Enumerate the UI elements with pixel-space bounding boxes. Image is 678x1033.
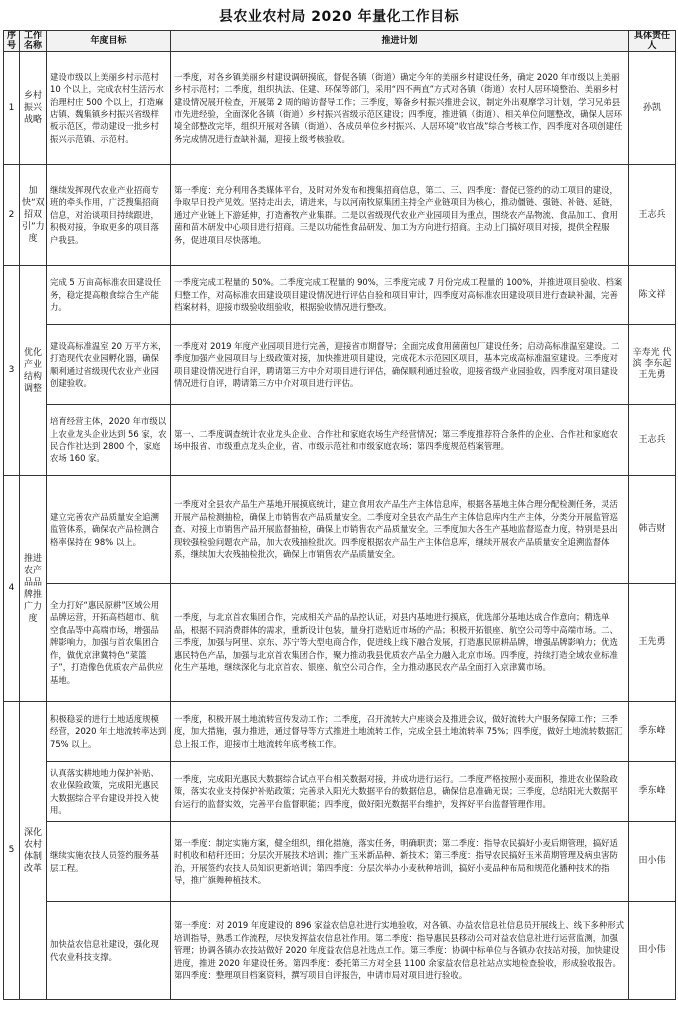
header-plan: 推进计划: [171, 31, 629, 52]
row-seq: 1: [4, 52, 20, 165]
row-responsible: 王志兵: [629, 405, 676, 476]
row-goal: 继续实施农技人员签约服务基层工程。: [47, 822, 171, 902]
row-goal: 积极稳妥的进行土地适度规模经营，2020 年土地流转率达到 75% 以上。: [47, 702, 171, 762]
row-responsible: 孙凯: [629, 52, 676, 165]
table-header-row: [4, 31, 676, 52]
targets-table: [3, 30, 676, 1000]
row-responsible: 王先勇: [629, 584, 676, 702]
row-goal: 建立完善农产品质量安全追溯监管体系，确保农产品检测合格率保持在 98% 以上。: [47, 476, 171, 584]
row-responsible: 季东峰: [629, 702, 676, 762]
table-row: [4, 52, 676, 165]
row-goal: 加快益农信息社建设，强化现代农业科技支撑。: [47, 902, 171, 1000]
row-plan: 一季度，积极开展土地流转宣传发动工作；二季度，召开流转大户座谈会及推进会议，做好流转大户服务保障工作；三季度，加大措施，强力推进，通过督导等方式推进土地流转工作，完成全县土地流转率 75%；四季度，做好土地流转数据汇总上报工作，迎接市土地流转年底考核工作。: [171, 702, 629, 762]
table-row: [4, 266, 676, 325]
header-category: 工作名称: [20, 31, 47, 52]
table-row: [4, 405, 676, 476]
row-plan: 一季度对全县农产品生产基地开展摸底统计，建立食用农产品生产主体信息库，根据各基地主体合理分配检测任务，灵活开展产品检测抽检，确保上市销售农产品质量安全。二季度对全县农产品生产主体信息库内生产主体，分类分开展监管巡查、对接上市销售产品开展监督抽检，确保上市销售农产品质量安全。三季度加大各生产基地监督巡查力度，特别是县出现较强检验问题农产品，加大农残抽检批次。四季度根据农产品生产主体信息库，继续开展农产品质量安全追溯监督体系，继续加大农残抽检批次，确保上市销售农产品质量安全。: [171, 476, 629, 584]
row-seq: 3: [4, 266, 20, 476]
row-seq: 2: [4, 165, 20, 266]
row-plan: 一季度，与北京首农集团合作，完成相关产品的品控认证，对县内基地进行摸底，优选部分基地达成合作意向；精选单品，根据不同消费群体的需求，重新设计包装，量身打造贴近市场的产品；积极开拓银座、航空公司等中高端市场。二、三季度，加强与阿里、京东、苏宁等大型电商合作，促进线上线下融合发展，打造惠民原耕品牌，增强品牌影响力；优选惠民特色产品，加强与北京首农集团合作，聚力推动我县优质农产品全力融入北京市场。四季度，持续打造全域农业标准化生产基地，继续深化与北京首农、银座、航空公司合作，全力推动惠民农产品全面打入京津冀市场。: [171, 584, 629, 702]
row-responsible: 陈文祥: [629, 266, 676, 325]
row-plan: 第一季度：充分利用各类媒体平台，及时对外发布和搜集招商信息，第二、三、四季度：督促已签约的动工项目的建设，争取早日投产见效。坚持走出去，请进来，与以河南牧原集团主持全产业链项目为核心，推动僵链、强链、补链、延链，通过产业链上下游延伸，打造畜牧产业集群。二是以省级现代农业产业园项目为重点，围绕农产品物流、食品加工、食用菌和苗木研发中心项目进行招商。三是以功能性食品研发、加工为方向进行招商。主动上门搞好项目对接，提供全程服务，促进项目尽快落地。: [171, 165, 629, 266]
row-seq: 4: [4, 476, 20, 702]
table-row: [4, 702, 676, 762]
table-row: [4, 584, 676, 702]
row-goal: 继续发挥现代农业产业招商专班的牵头作用，广泛搜集招商信息，对治谈项目持续跟进，积极对接，争取更多的项目落户我县。: [47, 165, 171, 266]
header-seq: 序号: [4, 31, 20, 52]
row-goal: 培育经营主体，2020 年市级以上农业龙头企业达到 56 家，农民合作社达到 2800 个，家庭农场 160 家。: [47, 405, 171, 476]
row-category: 优化产业结构调整: [20, 266, 47, 476]
row-goal: 认真落实耕地地力保护补贴、农业保险政策，完成阳光惠民大数据综合平台建设并投入使用。: [47, 762, 171, 822]
row-seq: 5: [4, 702, 20, 1000]
row-plan: 一季度对 2019 年度产业园项目进行完善，迎接省市期督导；全面完成食用菌菌包厂建设任务；启动高标准温室建设。二季度加强产业园项目与上级政策对接，加快推进项目建设，完成花木示范园区项目，基本完成高标准温室建设。三季度对项目建设情况进行自评，聘请第三方中介对项目进行评估，确保顺利通过验收，迎接省级产业园验收，四季度对项目建设情况进行自评，聘请第三方中介对项目进行评估。: [171, 325, 629, 405]
row-responsible: 田小伟: [629, 902, 676, 1000]
row-goal: 全力打好“惠民原耕”区域公用品牌运营，开拓高档超市、航空食品等中高端市场，增强品牌影响力，加强与首农集团合作，做优京津冀特色“菜篮子”，打造像色优质农产品供应基地。: [47, 584, 171, 702]
table-row: [4, 822, 676, 902]
row-responsible: 田小伟: [629, 822, 676, 902]
table-row: [4, 325, 676, 405]
table-row: [4, 902, 676, 1000]
header-annual-goal: 年度目标: [47, 31, 171, 52]
table-row: [4, 165, 676, 266]
row-goal: 建设高标准温室 20 万平方米，打造现代农业园孵化器，确保顺利通过省级现代农业产业园创建验收。: [47, 325, 171, 405]
row-goal: 建设市级以上美丽乡村示范村 10 个以上，完成农村生活污水治理村庄 500 个以上，打造麻店镇、魏集镇乡村振兴省级样板示范区，带动建设一批乡村振兴示范镇、示范村。: [47, 52, 171, 165]
row-responsible: 韩吉财: [629, 476, 676, 584]
row-responsible: 王志兵: [629, 165, 676, 266]
row-category: 乡村振兴战略: [20, 52, 47, 165]
table-row: [4, 476, 676, 584]
header-responsible: 具体责任人: [629, 31, 676, 52]
row-plan: 一季度，对各乡镇美丽乡村建设调研摸底，督促各镇（街道）确定今年的美丽乡村建设任务，确定 2020 年市级以上美丽乡村示范村；二季度，组织执法、住建、环保等部门，采用“四不两直”方式对各镇（街道）农村人居环境整治、美丽乡村建设情况展开检查，开展第 2 周的暗访督导工作；三季度，筹备乡村振兴推进会议，制定外出观摩学习计划，学习兄弟县市先进经验，全面深化各镇（街道）乡村振兴省级示范区建设；四季度，推进镇（街道）、相关单位问题整改，确保人居环境全部整改完毕，组织开展对各镇（街道）、各成员单位乡村振兴、人居环境“收官战”综合考核工作，四季度对各项创建任务完成情况进行查缺补漏，迎接上级考核验收。: [171, 52, 629, 165]
row-plan: 第一、二季度调查统计农业龙头企业、合作社和家庭农场生产经营情况；第三季度推荐符合条件的企业、合作社和家庭农场申报省、市级重点龙头企业，省、市级示范社和市级家庭农场；第四季度规范档案管理。: [171, 405, 629, 476]
row-responsible: 季东峰: [629, 762, 676, 822]
row-plan: 第一季度：制定实施方案，健全组织，细化措施，落实任务，明确职责；第二季度：指导农民搞好小麦后期管理，搞好适时机收和秸秆还田；分层次开展技术培训；推广玉米新品种、新技术；第三季度：指导农民搞好玉米苗期管理及病虫害防治，开展签约农技人员知识更新培训；第四季度：分层次举办小麦秋种培训，搞好小麦品种布局和规范化播种技术的指导，推广旗舞种植技术。: [171, 822, 629, 902]
row-category: 深化农村体制改革: [20, 702, 47, 1000]
row-category: 推进农产品品牌推广力度: [20, 476, 47, 702]
page-title: 县农业农村局 2020 年量化工作目标: [218, 9, 460, 25]
table-row: [4, 762, 676, 822]
row-category: 加快“双招双引”力度: [20, 165, 47, 266]
row-goal: 完成 5 万亩高标准农田建设任务，稳定提高粮食综合生产能力。: [47, 266, 171, 325]
row-plan: 第一季度：对 2019 年度建设的 896 家益农信息社进行实地验收，对各镇、办益农信息社信息员开展线上、线下多种形式培训指导，熟悉工作流程，尽快发挥益农信息社作用。第二季度：指导惠民县移动公司对益农信息社进行运营监测，加强管理；协调各镇办农技站做好 2020 年度益农信息社选点工作。第三季度：协调中标单位与各镇办农技站对接，加快建设进度，推进 2020 年建设任务。第四季度：委托第三方对全县 1100 余家益农信息社站点实地检查验收，形成验收报告。第四季度：整理项目档案资料，撰写项目自评报告，申请市局对项目进行验收。: [171, 902, 629, 1000]
row-plan: 一季度完成工程量的 50%。二季度完成工程量的 90%，三季度完成 7 月份完成工程量的 100%，并推进项目验收、档案归整工作，对高标准农田建设项目建设情况进行评估自验和项目审计，四季度对高标准农田建设项目进行查缺补漏，完善档案材料，迎接市级验收组验收，根据验收情况进行整改。: [171, 266, 629, 325]
row-responsible: 辛寿光 代 滨 李东起 王先勇: [629, 325, 676, 405]
row-plan: 一季度，完成阳光惠民大数据综合试点平台相关数据对接，并成功进行运行。二季度严格按照小麦面积，推进农业保险政策，落实农业支持保护补贴政策；完善录入阳光大数据平台的数据信息，确保信息准确无误；三季度，总结阳光大数据平台运行的监督实效，完善平台监督职能；四季度，做好阳光数据平台维护，发挥好平台监督管理作用。: [171, 762, 629, 822]
